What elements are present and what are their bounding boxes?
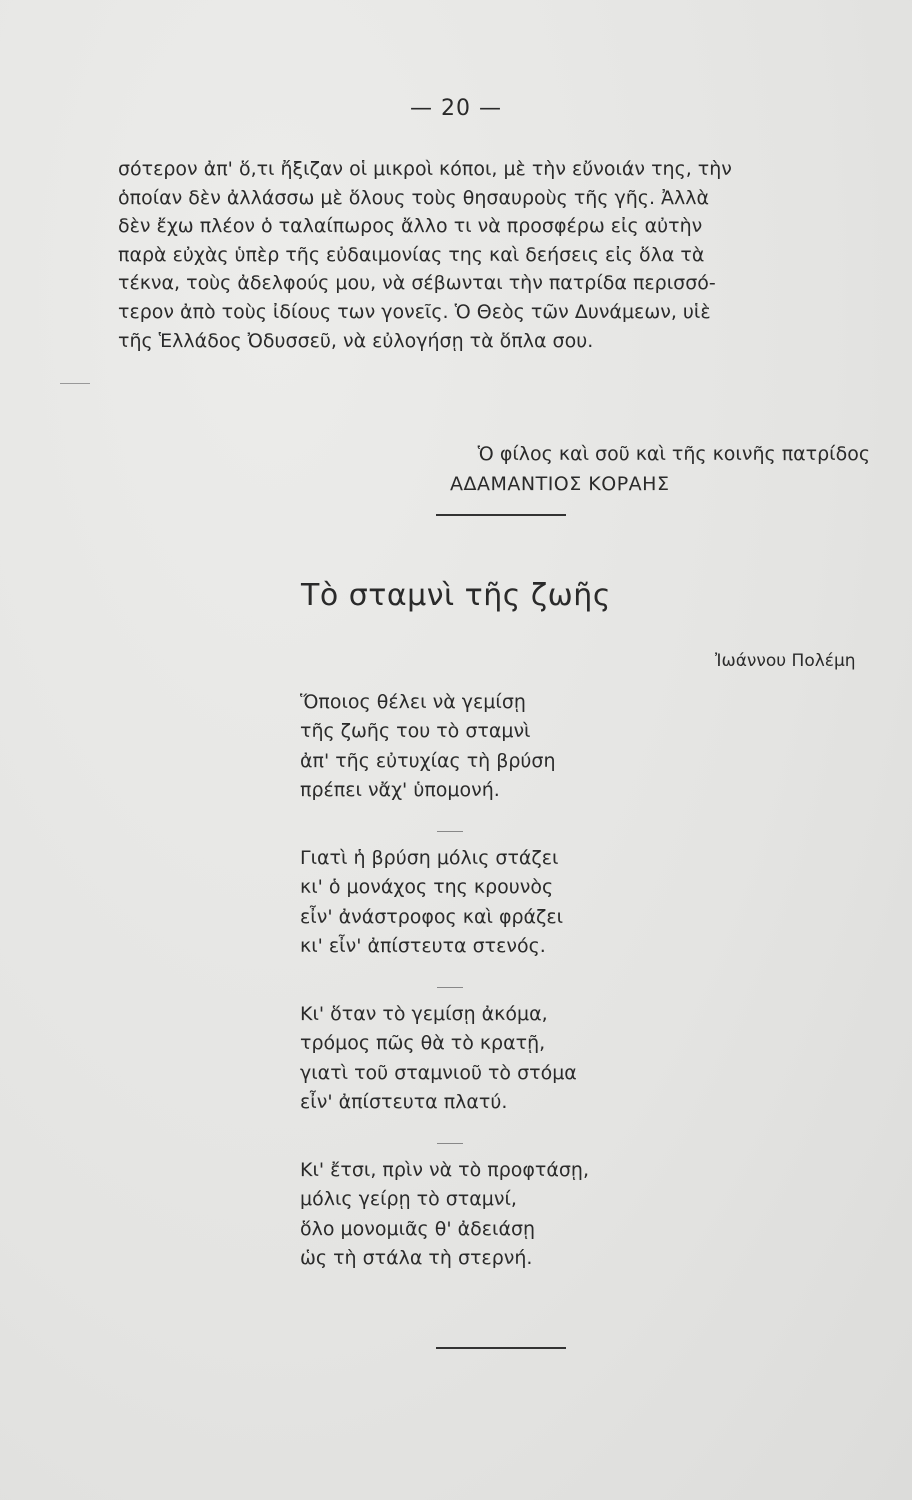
end-divider: [436, 1347, 566, 1349]
letter-line: παρὰ εὐχὰς ὑπὲρ τῆς εὐδαιμονίας της καὶ δεήσεις εἰς ὅλα τὰ: [118, 243, 705, 266]
letter-closing: Ὁ φίλος καὶ σοῦ καὶ τῆς κοινῆς πατρίδος: [477, 443, 870, 465]
letter-line: ὁποίαν δὲν ἀλλάσσω μὲ ὅλους τοὺς θησαυροὺς τῆς γῆς. Ἀλλὰ: [118, 186, 710, 209]
poem-title: Τὸ σταμνὶ τῆς ζωῆς: [301, 578, 611, 613]
poem-stanza-1: [300, 688, 556, 805]
stanza-separator: [437, 1143, 463, 1144]
poem-verse: κι' εἶν' ἀπίστευτα στενός.: [300, 934, 546, 957]
poem-stanza-3: [300, 1000, 577, 1117]
poem-verse: Κι' ὅταν τὸ γεμίσῃ ἀκόμα,: [300, 1003, 548, 1025]
page-number: — 20 —: [410, 96, 502, 121]
letter-line: δὲν ἔχω πλέον ὁ ταλαίπωρος ἄλλο τι νὰ προσφέρω εἰς αὐτὴν: [118, 215, 703, 238]
letter-text: [118, 155, 908, 355]
letter-line: τῆς Ἑλλάδος Ὀδυσσεῦ, νὰ εὐλογήσῃ τὰ ὅπλα σου.: [118, 329, 594, 352]
poem-verse: εἶν' ἀπίστευτα πλατύ.: [300, 1090, 508, 1113]
poem-verse: Γιατὶ ἡ βρύση μόλις στάζει: [300, 847, 559, 869]
letter-signature: ΑΔΑΜΑΝΤΙΟΣ ΚΟΡΑΗΣ: [450, 473, 670, 495]
poem-verse: εἶν' ἀνάστροφος καὶ φράζει: [300, 905, 564, 928]
poem-author: Ἰωάννου Πολέμη: [715, 651, 856, 671]
stanza-separator: [437, 987, 463, 988]
poem-stanza-2: [300, 844, 563, 961]
poem-verse: ἀπ' τῆς εὐτυχίας τὴ βρύση: [300, 749, 556, 772]
poem-verse: Κι' ἔτσι, πρὶν νὰ τὸ προφτάσῃ,: [300, 1159, 590, 1181]
stanza-separator: [437, 831, 463, 832]
poem-verse: Ὅποιος θέλει νὰ γεμίσῃ: [300, 691, 526, 713]
letter-line: σότερον ἀπ' ὅ,τι ἤξιζαν οἱ μικροὶ κόποι, μὲ τὴν εὔνοιάν της, τὴν: [118, 158, 732, 180]
poem-verse: τῆς ζωῆς του τὸ σταμνὶ: [300, 720, 531, 743]
poem-verse: τρόμος πῶς θὰ τὸ κρατῇ,: [300, 1032, 546, 1055]
poem-verse: κι' ὁ μονάχος της κρουνὸς: [300, 876, 554, 899]
letter-line: τερον ἀπὸ τοὺς ἰδίους των γονεῖς. Ὁ Θεὸς τῶν Δυνάμεων, υἱὲ: [118, 300, 711, 323]
section-divider: [436, 514, 566, 516]
poem-verse: ὅλο μονομιᾶς θ' ἀδειάσῃ: [300, 1217, 536, 1240]
margin-mark: [60, 383, 90, 384]
poem-verse: μόλις γείρῃ τὸ σταμνί,: [300, 1188, 517, 1211]
poem-verse: γιατὶ τοῦ σταμνιοῦ τὸ στόμα: [300, 1061, 577, 1084]
letter-line: τέκνα, τοὺς ἀδελφούς μου, νὰ σέβωνται τὴν πατρίδα περισσό-: [118, 272, 716, 295]
poem-verse: πρέπει νἄχ' ὑπομονή.: [300, 778, 500, 801]
poem-stanza-4: [300, 1156, 589, 1273]
poem-verse: ὡς τὴ στάλα τὴ στερνή.: [300, 1246, 533, 1269]
